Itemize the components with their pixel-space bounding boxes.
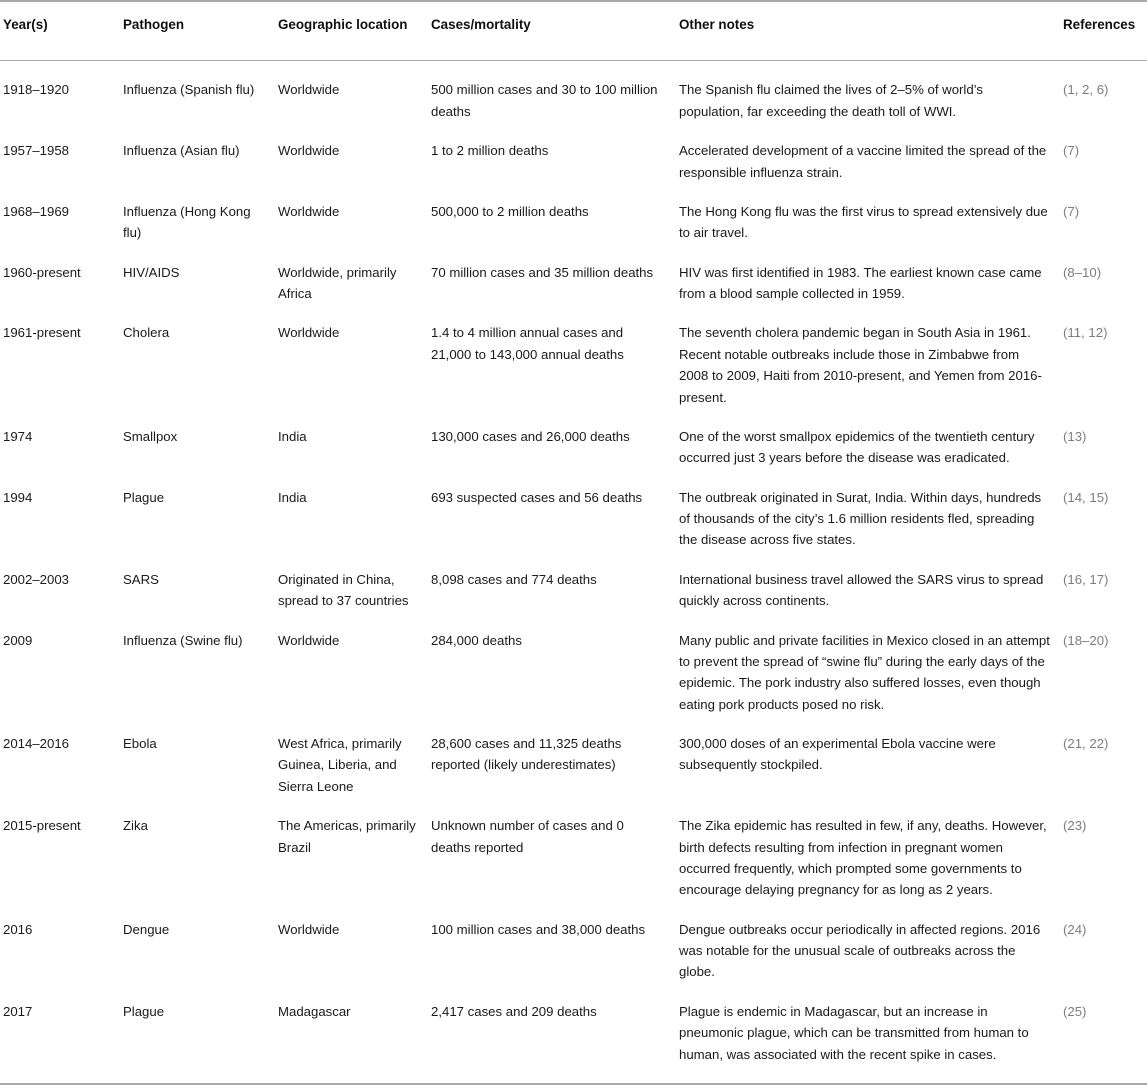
table-row bbox=[0, 806, 1147, 910]
cell-geography: Worldwide bbox=[278, 632, 340, 648]
cell-pathogen: Plague bbox=[123, 489, 165, 505]
cell-cases: 2,417 cases and 209 deaths bbox=[431, 1003, 597, 1019]
table-row bbox=[0, 910, 1147, 992]
cell-notes: HIV was first identified in 1983. The earliest known case came from a blood sample collected in 1959. bbox=[679, 264, 1042, 302]
cell-notes: The Hong Kong flu was the first virus to spread extensively due to air travel. bbox=[679, 203, 1048, 241]
cell-pathogen: SARS bbox=[123, 571, 159, 587]
cell-notes: One of the worst smallpox epidemics of the twentieth century occurred just 3 years before the disease was eradicated. bbox=[679, 428, 1035, 466]
cell-references: (25) bbox=[1063, 1003, 1087, 1019]
cell-years: 1994 bbox=[3, 489, 33, 505]
cell-pathogen: Ebola bbox=[123, 736, 157, 752]
cell-geography: Worldwide bbox=[278, 203, 340, 219]
cell-years: 1974 bbox=[3, 428, 33, 444]
cell-geography: Originated in China, spread to 37 countries bbox=[278, 571, 409, 609]
cell-pathogen: Zika bbox=[123, 818, 148, 834]
cell-references: (14, 15) bbox=[1063, 489, 1109, 505]
cell-cases: 28,600 cases and 11,325 deaths reported (likely underestimates) bbox=[431, 736, 622, 773]
column-header-notes: Other notes bbox=[679, 1, 1063, 61]
cell-years: 2015-present bbox=[3, 818, 81, 834]
cell-pathogen: HIV/AIDS bbox=[123, 264, 180, 280]
cell-cases: 500,000 to 2 million deaths bbox=[431, 203, 589, 219]
cell-cases: 1 to 2 million deaths bbox=[431, 143, 549, 159]
column-header-years: Year(s) bbox=[0, 1, 123, 61]
cell-years: 2014–2016 bbox=[3, 736, 70, 752]
cell-references: (11, 12) bbox=[1063, 325, 1108, 341]
cell-references: (24) bbox=[1063, 921, 1087, 937]
cell-pathogen: Influenza (Hong Kong flu) bbox=[123, 203, 251, 241]
table-row bbox=[0, 621, 1147, 725]
cell-notes: Many public and private facilities in Mexico closed in an attempt to prevent the spread of “swine flu” during the early days of the epidemic. The pork industry also suffered losses, even though eating pork products posed no risk. bbox=[679, 632, 1050, 712]
cell-references: (18–20) bbox=[1063, 632, 1109, 648]
table-row bbox=[0, 992, 1147, 1084]
cell-cases: 8,098 cases and 774 deaths bbox=[431, 571, 597, 587]
cell-references: (1, 2, 6) bbox=[1063, 82, 1109, 98]
cell-pathogen: Influenza (Asian flu) bbox=[123, 143, 240, 159]
table-row bbox=[0, 131, 1147, 192]
cell-pathogen: Influenza (Swine flu) bbox=[123, 632, 243, 648]
cell-references: (7) bbox=[1063, 203, 1080, 219]
cell-geography: Worldwide, primarily Africa bbox=[278, 264, 397, 302]
column-header-cases: Cases/mortality bbox=[431, 1, 679, 61]
column-header-references: References bbox=[1063, 1, 1147, 61]
cell-cases: 130,000 cases and 26,000 deaths bbox=[431, 428, 630, 444]
cell-cases: 1.4 to 4 million annual cases and 21,000 to 143,000 annual deaths bbox=[431, 325, 624, 362]
cell-geography: India bbox=[278, 489, 307, 505]
cell-notes: Plague is endemic in Madagascar, but an increase in pneumonic plague, which can be transmitted from human to human, was associated with the recent spike in cases. bbox=[679, 1003, 1029, 1062]
table-row bbox=[0, 417, 1147, 478]
cell-notes: The outbreak originated in Surat, India. Within days, hundreds of thousands of the city’s 1.6 million residents fled, spreading the disease across five states. bbox=[679, 489, 1042, 548]
cell-geography: Worldwide bbox=[278, 325, 340, 341]
cell-years: 2009 bbox=[3, 632, 33, 648]
cell-notes: 300,000 doses of an experimental Ebola vaccine were subsequently stockpiled. bbox=[679, 736, 996, 773]
table-row bbox=[0, 724, 1147, 806]
cell-years: 1918–1920 bbox=[3, 82, 70, 98]
cell-references: (23) bbox=[1063, 818, 1087, 834]
cell-cases: 100 million cases and 38,000 deaths bbox=[431, 921, 646, 937]
cell-pathogen: Influenza (Spanish flu) bbox=[123, 82, 255, 98]
cell-pathogen: Smallpox bbox=[123, 428, 178, 444]
cell-references: (7) bbox=[1063, 143, 1080, 159]
table-body bbox=[0, 61, 1147, 1084]
table-row bbox=[0, 192, 1147, 253]
column-header-pathogen: Pathogen bbox=[123, 1, 278, 61]
cell-pathogen: Dengue bbox=[123, 921, 170, 937]
cell-years: 2017 bbox=[3, 1003, 33, 1019]
cell-geography: Worldwide bbox=[278, 921, 340, 937]
cell-notes: Accelerated development of a vaccine limited the spread of the responsible influenza strain. bbox=[679, 143, 1047, 180]
cell-years: 1957–1958 bbox=[3, 143, 70, 159]
table-row bbox=[0, 478, 1147, 560]
column-header-geography: Geographic location bbox=[278, 1, 431, 61]
cell-cases: 70 million cases and 35 million deaths bbox=[431, 264, 654, 280]
cell-notes: Dengue outbreaks occur periodically in affected regions. 2016 was notable for the unusual scale of outbreaks across the globe. bbox=[679, 921, 1041, 980]
table-row bbox=[0, 253, 1147, 314]
table-row bbox=[0, 560, 1147, 621]
table-header bbox=[0, 1, 1147, 61]
cell-cases: 693 suspected cases and 56 deaths bbox=[431, 489, 643, 505]
cell-cases: 284,000 deaths bbox=[431, 632, 522, 648]
cell-cases: Unknown number of cases and 0 deaths reported bbox=[431, 818, 624, 855]
cell-geography: India bbox=[278, 428, 307, 444]
cell-years: 1961-present bbox=[3, 325, 81, 341]
cell-references: (16, 17) bbox=[1063, 571, 1109, 587]
cell-cases: 500 million cases and 30 to 100 million deaths bbox=[431, 82, 658, 119]
cell-geography: Worldwide bbox=[278, 82, 340, 98]
cell-notes: The Spanish flu claimed the lives of 2–5% of world’s population, far exceeding the death toll of WWI. bbox=[679, 82, 983, 119]
cell-geography: West Africa, primarily Guinea, Liberia, and Sierra Leone bbox=[278, 736, 402, 794]
cell-notes: The Zika epidemic has resulted in few, if any, deaths. However, birth defects resulting from infection in pregnant women occurred frequently, which prompted some governments to encourage delaying pregnancy for as long as 2 years. bbox=[679, 818, 1047, 898]
cell-pathogen: Plague bbox=[123, 1003, 165, 1019]
cell-notes: International business travel allowed the SARS virus to spread quickly across continents. bbox=[679, 571, 1044, 609]
table-row bbox=[0, 61, 1147, 131]
cell-geography: The Americas, primarily Brazil bbox=[278, 818, 416, 855]
cell-references: (8–10) bbox=[1063, 264, 1102, 280]
cell-years: 2002–2003 bbox=[3, 571, 70, 587]
cell-references: (13) bbox=[1063, 428, 1087, 444]
cell-geography: Madagascar bbox=[278, 1003, 351, 1019]
cell-years: 2016 bbox=[3, 921, 33, 937]
cell-notes: The seventh cholera pandemic began in South Asia in 1961. Recent notable outbreaks include those in Zimbabwe from 2008 to 2009, Haiti from 2010-present, and Yemen from 2016-present. bbox=[679, 325, 1042, 405]
cell-years: 1968–1969 bbox=[3, 203, 70, 219]
cell-references: (21, 22) bbox=[1063, 736, 1109, 752]
table-header-row bbox=[0, 1, 1147, 61]
cell-pathogen: Cholera bbox=[123, 325, 170, 341]
cell-geography: Worldwide bbox=[278, 143, 340, 159]
cell-years: 1960-present bbox=[3, 264, 81, 280]
table-row bbox=[0, 313, 1147, 417]
